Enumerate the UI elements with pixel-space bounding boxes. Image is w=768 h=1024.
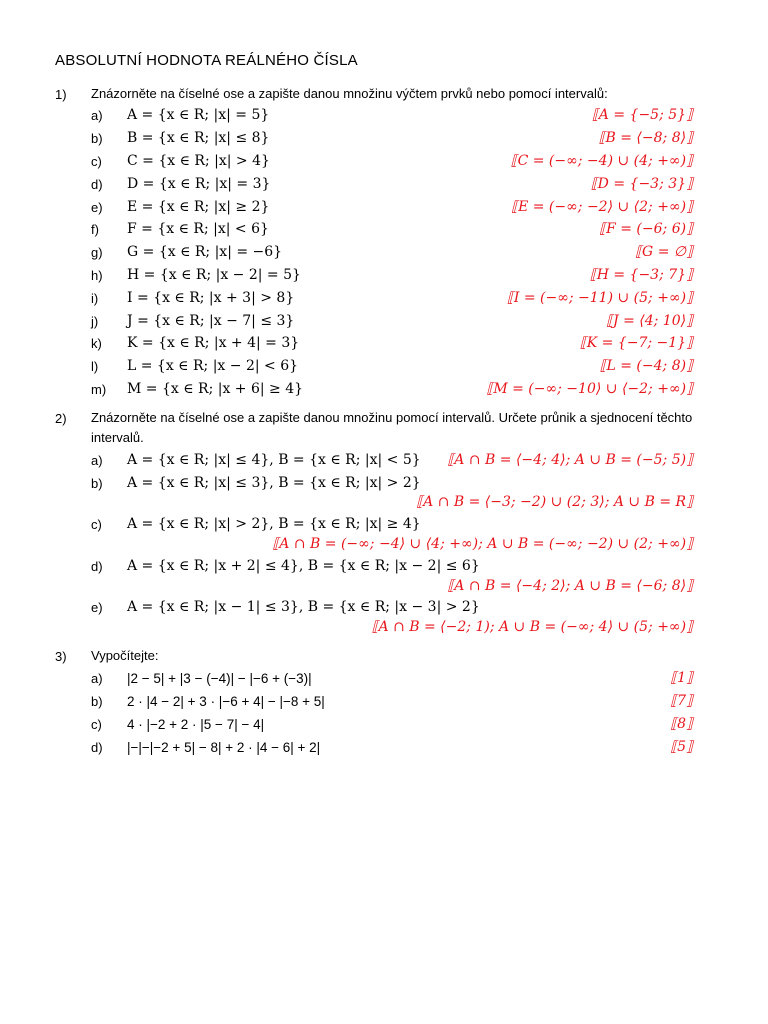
item-answer: ⟦7⟧ (670, 693, 693, 709)
item-label: a) (91, 671, 103, 686)
item-label: c) (91, 717, 102, 732)
item-expression: I = {x ∈ R; |x + 3| > 8} (127, 290, 295, 306)
item-answer: ⟦J = ⟨4; 10⟩⟧ (606, 313, 693, 329)
item-label: a) (91, 108, 103, 123)
item-label: d) (91, 177, 103, 192)
exercise-1i (0, 291, 768, 313)
item-answer: ⟦K = {−7; −1}⟧ (579, 335, 693, 351)
item-label: d) (91, 559, 103, 574)
item-expression: 4 · |−2 + 2 · |5 − 7| − 4| (127, 717, 265, 732)
item-expression: D = {x ∈ R; |x| = 3} (127, 176, 271, 192)
item-label: g) (91, 245, 103, 260)
item-label: m) (91, 382, 107, 397)
item-expression: E = {x ∈ R; |x| ≥ 2} (127, 199, 270, 215)
item-expression: L = {x ∈ R; |x − 2| < 6} (127, 358, 299, 374)
item-label: h) (91, 268, 103, 283)
section-1-instruction: Znázorněte na číselné ose a zapište danou množinu výčtem prvků nebo pomocí intervalů: (91, 86, 608, 101)
item-answer: ⟦F = (−6; 6)⟧ (599, 221, 693, 237)
item-label: d) (91, 740, 103, 755)
item-label: c) (91, 517, 102, 532)
exercise-2a (0, 453, 768, 475)
item-answer: ⟦8⟧ (670, 716, 693, 732)
item-answer: ⟦H = {−3; 7}⟧ (589, 267, 693, 283)
item-label: b) (91, 131, 103, 146)
item-label: l) (91, 359, 99, 374)
item-answer-2d: ⟦A ∩ B = ⟨−4; 2⟩; A ∪ B = ⟨−6; 8⟩⟧ (447, 578, 693, 594)
item-expression: A = {x ∈ R; |x| > 2}, B = {x ∈ R; |x| ≥ 4} (127, 516, 421, 532)
exercise-3d (0, 740, 768, 762)
item-label: b) (91, 694, 103, 709)
exercise-3c (0, 717, 768, 739)
item-answer: ⟦B = ⟨−8; 8⟩⟧ (598, 130, 693, 146)
exercise-1m (0, 382, 768, 404)
item-answer: ⟦I = (−∞; −11) ∪ (5; +∞)⟧ (506, 290, 693, 306)
exercise-3b (0, 694, 768, 716)
item-expression: A = {x ∈ R; |x| ≤ 4}, B = {x ∈ R; |x| < 5} (127, 452, 421, 468)
item-answer: ⟦1⟧ (670, 670, 693, 686)
item-expression: 2 · |4 − 2| + 3 · |−6 + 4| − |−8 + 5| (127, 694, 325, 709)
item-answer: ⟦A = {−5; 5}⟧ (591, 107, 693, 123)
item-expression: A = {x ∈ R; |x| ≤ 3}, B = {x ∈ R; |x| > 2} (127, 475, 421, 491)
item-answer: ⟦M = (−∞; −10⟩ ∪ ⟨−2; +∞)⟧ (486, 381, 693, 397)
item-answer: ⟦5⟧ (670, 739, 693, 755)
exercise-3a (0, 671, 768, 693)
item-answer-2c: ⟦A ∩ B = (−∞; −4⟩ ∪ ⟨4; +∞); A ∪ B = (−∞; −2) ∪ (2; +∞)⟧ (272, 536, 693, 552)
exercise-1g (0, 245, 768, 267)
item-expression: M = {x ∈ R; |x + 6| ≥ 4} (127, 381, 304, 397)
item-expression: |2 − 5| + |3 − (−4)| − |−6 + (−3)| (127, 671, 312, 686)
item-expression: C = {x ∈ R; |x| > 4} (127, 153, 270, 169)
section-1-number: 1) (55, 87, 67, 102)
item-expression: J = {x ∈ R; |x − 7| ≤ 3} (127, 313, 295, 329)
exercise-1e (0, 200, 768, 222)
exercise-1l (0, 359, 768, 381)
item-expression: |−|−|−2 + 5| − 8| + 2 · |4 − 6| + 2| (127, 740, 321, 755)
item-answer: ⟦D = {−3; 3}⟧ (590, 176, 693, 192)
exercise-1c (0, 154, 768, 176)
item-expression: A = {x ∈ R; |x + 2| ≤ 4}, B = {x ∈ R; |x − 2| ≤ 6} (127, 558, 480, 574)
item-expression: H = {x ∈ R; |x − 2| = 5} (127, 267, 301, 283)
exercise-1b (0, 131, 768, 153)
exercise-1a (0, 108, 768, 130)
item-label: a) (91, 453, 103, 468)
item-label: f) (91, 222, 99, 237)
item-expression: A = {x ∈ R; |x − 1| ≤ 3}, B = {x ∈ R; |x − 3| > 2} (127, 599, 480, 615)
item-label: c) (91, 154, 102, 169)
item-label: e) (91, 600, 103, 615)
item-expression: K = {x ∈ R; |x + 4| = 3} (127, 335, 300, 351)
exercise-1k (0, 336, 768, 358)
item-label: b) (91, 476, 103, 491)
exercise-1j (0, 314, 768, 336)
item-label: i) (91, 291, 99, 306)
item-answer: ⟦L = (−4; 8)⟧ (599, 358, 693, 374)
item-expression: G = {x ∈ R; |x| = −6} (127, 244, 283, 260)
item-answer: ⟦E = (−∞; −2⟩ ∪ ⟨2; +∞)⟧ (511, 199, 693, 215)
item-expression: B = {x ∈ R; |x| ≤ 8} (127, 130, 270, 146)
item-label: j) (91, 314, 99, 329)
item-answer: ⟦A ∩ B = ⟨−4; 4⟩; A ∪ B = (−5; 5)⟧ (447, 452, 693, 468)
section-3-instruction: Vypočítejte: (91, 648, 159, 663)
item-label: e) (91, 200, 103, 215)
item-expression: F = {x ∈ R; |x| < 6} (127, 221, 269, 237)
item-answer-2e: ⟦A ∩ B = ⟨−2; 1); A ∪ B = (−∞; 4⟩ ∪ (5; +∞)⟧ (371, 619, 693, 635)
item-expression: A = {x ∈ R; |x| = 5} (127, 107, 270, 123)
exercise-1h (0, 268, 768, 290)
item-label: k) (91, 336, 102, 351)
exercise-1f (0, 222, 768, 244)
section-3-number: 3) (55, 649, 67, 664)
item-answer: ⟦G = ∅⟧ (635, 244, 693, 260)
item-answer: ⟦C = (−∞; −4) ∪ (4; +∞)⟧ (510, 153, 693, 169)
section-2-number: 2) (55, 411, 67, 426)
exercise-1d (0, 177, 768, 199)
section-2-instruction: Znázorněte na číselné ose a zapište danou množinu pomocí intervalů. Určete průnik a sjednocení těchto intervalů. (91, 410, 693, 445)
page-title: ABSOLUTNÍ HODNOTA REÁLNÉHO ČÍSLA (55, 52, 358, 69)
item-answer-2b: ⟦A ∩ B = ⟨−3; −2) ∪ (2; 3⟩; A ∪ B = R⟧ (416, 494, 693, 510)
